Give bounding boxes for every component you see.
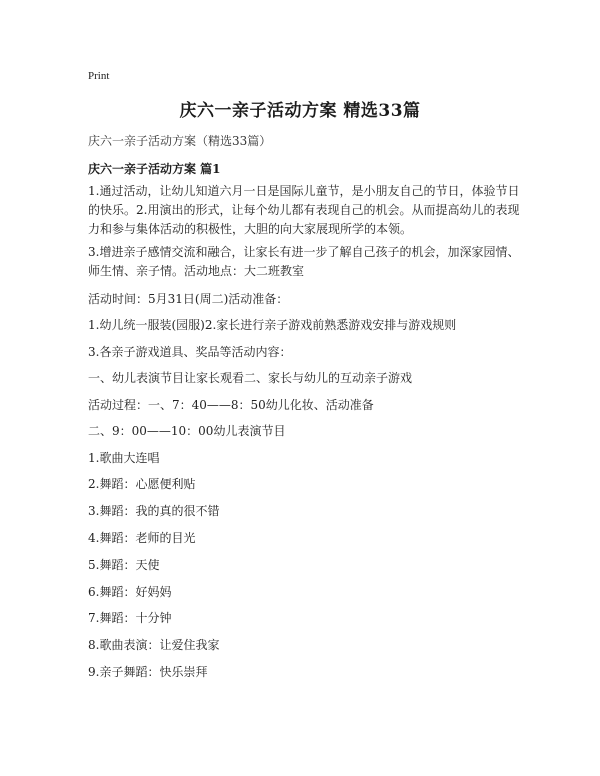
text-line: 二、9：00——10：00幼儿表演节目 <box>88 424 286 438</box>
document-title: 庆六一亲子活动方案 精选33篇 <box>179 101 421 121</box>
list-item: 5.舞蹈：天使 <box>88 558 160 572</box>
paragraph-goals-3: 3.增进亲子感情交流和融合，让家长有进一步了解自己孩子的机会，加深家园情、师生情、亲子情。活动地点：大二班教室 <box>88 245 520 278</box>
list-item: 2.舞蹈：心愿便利贴 <box>88 477 196 491</box>
document-subtitle: 庆六一亲子活动方案（精选33篇） <box>88 134 272 148</box>
paragraph-goals: 1.通过活动，让幼儿知道六月一日是国际儿童节，是小朋友自己的节日，体验节日的快乐。2.用演出的形式，让每个幼儿都有表现自己的机会。从而提高幼儿的表现力和参与集体活动的积极性，大胆的向大家展现所学的本领。 <box>88 184 520 236</box>
list-item: 7.舞蹈：十分钟 <box>88 611 172 625</box>
list-item: 3.舞蹈：我的真的很不错 <box>88 504 220 518</box>
list-item: 8.歌曲表演：让爱住我家 <box>88 638 220 652</box>
list-item: 4.舞蹈：老师的目光 <box>88 531 196 545</box>
text-line: 3.各亲子游戏道具、奖品等活动内容： <box>88 345 292 359</box>
text-line: 活动过程：一、7：40——8：50幼儿化妆、活动准备 <box>88 398 374 412</box>
text-line: 活动时间：5月31日(周二)活动准备： <box>88 292 289 306</box>
section-heading: 庆六一亲子活动方案 篇1 <box>88 162 221 176</box>
list-item: 6.舞蹈：好妈妈 <box>88 585 172 599</box>
print-label: Print <box>88 70 110 82</box>
list-item: 9.亲子舞蹈：快乐崇拜 <box>88 665 208 679</box>
text-line: 1.幼儿统一服装(园服)2.家长进行亲子游戏前熟悉游戏安排与游戏规则 <box>88 318 457 332</box>
text-line: 一、幼儿表演节目让家长观看二、家长与幼儿的互动亲子游戏 <box>88 371 413 385</box>
list-item: 1.歌曲大连唱 <box>88 451 160 465</box>
